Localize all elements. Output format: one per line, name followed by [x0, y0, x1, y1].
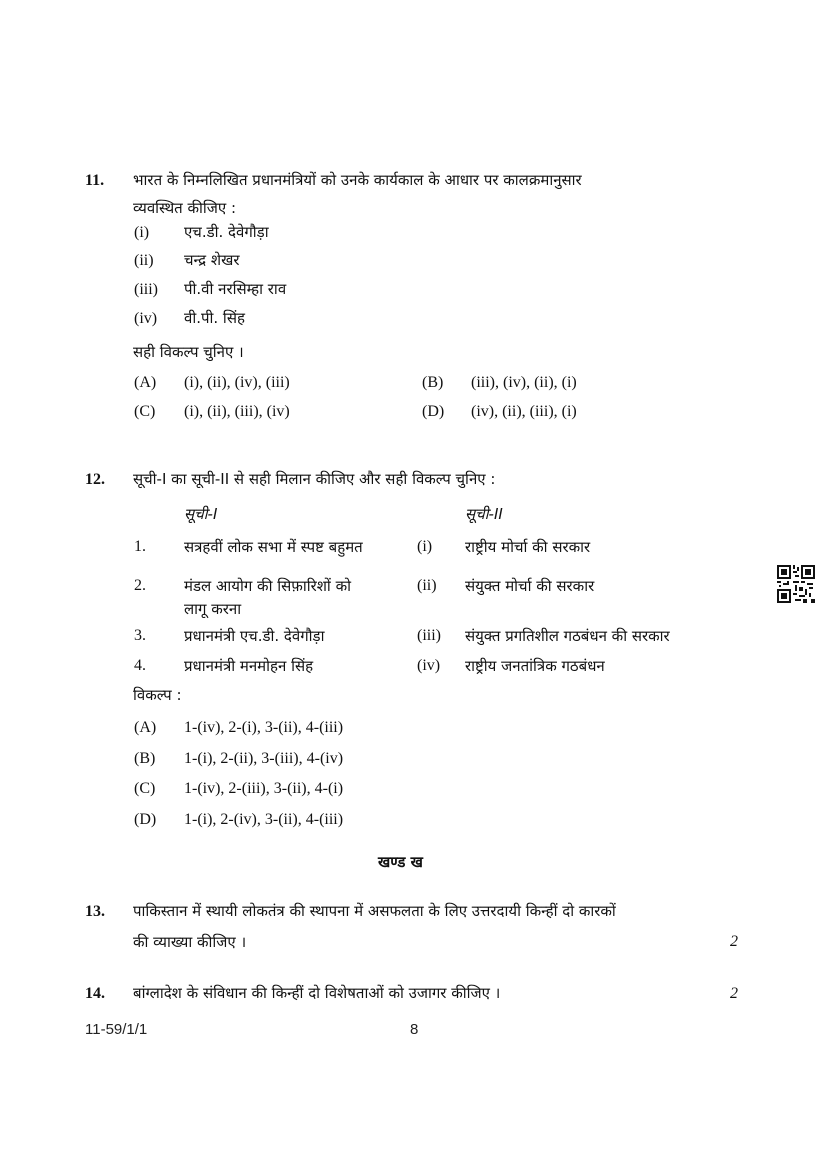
- match-row-right-label: (iv): [417, 657, 441, 674]
- match-row-right-label: (iii): [417, 627, 441, 644]
- q11-option-text: (i), (ii), (iii), (iv): [184, 403, 290, 420]
- qr-code-icon: [777, 565, 815, 603]
- q12-option-label: (A): [134, 719, 157, 736]
- q12-option-label: (B): [134, 750, 156, 767]
- q12-option-text: 1-(i), 2-(iv), 3-(ii), 4-(iii): [184, 811, 344, 828]
- q11-option-text: (i), (ii), (iv), (iii): [184, 374, 290, 391]
- q11-item-text: वी.पी. सिंह: [184, 309, 245, 327]
- match-row-left-cont: लागू करना: [184, 600, 242, 618]
- q11-option-text: (iii), (iv), (ii), (i): [471, 374, 577, 391]
- match-row-left: सत्रहवीं लोक सभा में स्पष्ट बहुमत: [184, 538, 363, 556]
- q11-number: 11.: [85, 172, 105, 189]
- match-row-right: संयुक्त मोर्चा की सरकार: [465, 577, 595, 595]
- q13-marks: 2: [730, 933, 738, 950]
- q12-option-text: 1-(iv), 2-(i), 3-(ii), 4-(iii): [184, 719, 344, 736]
- match-row-left: मंडल आयोग की सिफ़ारिशों को: [184, 577, 351, 595]
- match-row-left: प्रधानमंत्री एच.डी. देवेगौड़ा: [184, 627, 325, 645]
- q11-option-label: (A): [134, 374, 157, 391]
- section-title: खण्ड ख: [378, 853, 423, 871]
- q12-number: 12.: [85, 471, 105, 488]
- list1-heading: सूची-I: [184, 505, 218, 523]
- q13-text-line1: पाकिस्तान में स्थायी लोकतंत्र की स्थापना में असफलता के लिए उत्तरदायी किन्हीं दो कारकों: [133, 902, 616, 920]
- match-row-number: 4.: [134, 657, 146, 674]
- q14-number: 14.: [85, 985, 105, 1002]
- q11-item-text: एच.डी. देवेगौड़ा: [184, 223, 269, 241]
- q11-option-label: (B): [422, 374, 444, 391]
- match-row-left: प्रधानमंत्री मनमोहन सिंह: [184, 657, 314, 675]
- match-row-number: 3.: [134, 627, 146, 644]
- match-row-right: संयुक्त प्रगतिशील गठबंधन की सरकार: [465, 627, 670, 645]
- paper-code: 11-59/1/1: [85, 1021, 148, 1038]
- match-row-number: 1.: [134, 538, 146, 555]
- q11-option-text: (iv), (ii), (iii), (i): [471, 403, 577, 420]
- q12-option-text: 1-(iv), 2-(iii), 3-(ii), 4-(i): [184, 780, 344, 797]
- q11-item-text: चन्द्र शेखर: [184, 251, 240, 269]
- q12-option-text: 1-(i), 2-(ii), 3-(iii), 4-(iv): [184, 750, 344, 767]
- q11-instruction: सही विकल्प चुनिए ।: [133, 343, 244, 361]
- q11-option-label: (C): [134, 403, 156, 420]
- match-row-right-label: (i): [417, 538, 433, 555]
- q11-item-label: (iii): [134, 281, 158, 298]
- q12-option-label: (D): [134, 811, 157, 828]
- match-row-number: 2.: [134, 577, 146, 594]
- q12-text: सूची-I का सूची-II से सही मिलान कीजिए और सही विकल्प चुनिए :: [133, 470, 496, 488]
- match-row-right: राष्ट्रीय मोर्चा की सरकार: [465, 538, 591, 556]
- q11-item-label: (i): [134, 224, 150, 241]
- q12-option-label: (C): [134, 780, 156, 797]
- q11-option-label: (D): [422, 403, 445, 420]
- match-row-right-label: (ii): [417, 577, 437, 594]
- q11-item-label: (iv): [134, 310, 158, 327]
- match-row-right: राष्ट्रीय जनतांत्रिक गठबंधन: [465, 657, 605, 675]
- q11-item-text: पी.वी नरसिम्हा राव: [184, 280, 287, 298]
- list2-heading: सूची-II: [465, 505, 503, 523]
- q14-text: बांग्लादेश के संविधान की किन्हीं दो विशेषताओं को उजागर कीजिए ।: [133, 984, 501, 1002]
- q11-item-label: (ii): [134, 252, 154, 269]
- page-number: 8: [410, 1021, 419, 1038]
- q12-options-label: विकल्प :: [133, 686, 182, 704]
- q14-marks: 2: [730, 985, 738, 1002]
- q11-text-line1: भारत के निम्नलिखित प्रधानमंत्रियों को उनके कार्यकाल के आधार पर कालक्रमानुसार: [133, 171, 582, 189]
- q13-text-line2: की व्याख्या कीजिए ।: [133, 933, 247, 951]
- q13-number: 13.: [85, 903, 105, 920]
- q11-text-line2: व्यवस्थित कीजिए :: [133, 199, 237, 217]
